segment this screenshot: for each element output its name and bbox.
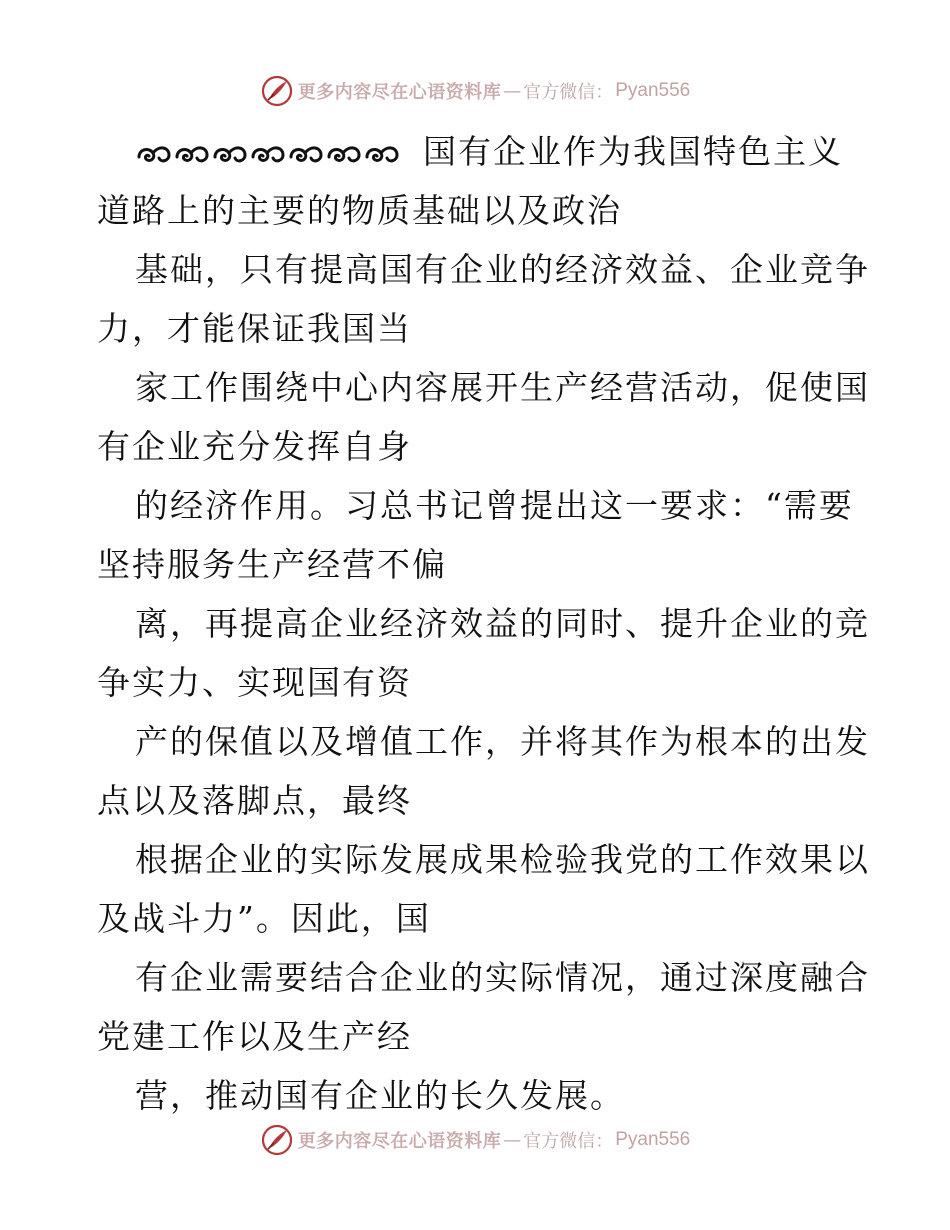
text-line-7: 的经济作用。习总书记曾提出这一要求：“需要 (135, 486, 854, 525)
text-line-14: 及战斗力”。因此，国 (97, 899, 431, 938)
scroll-flourish-icon (135, 141, 407, 167)
document-body (97, 122, 870, 1125)
header-banner-separator: — (503, 80, 522, 102)
text-line-17: 营，推动国有企业的长久发展。 (135, 1076, 625, 1115)
header-wechat-label: 官方微信： (523, 82, 614, 103)
text-line-9: 离，再提高企业经济效益的同时、提升企业的竞 (135, 604, 870, 643)
text-line-16: 党建工作以及生产经 (97, 1017, 412, 1056)
text-line-1 (97, 122, 867, 181)
quill-circle-logo-icon (260, 1123, 294, 1157)
footer-banner (0, 1120, 950, 1160)
text-line-4: 力，才能保证我国当 (97, 309, 412, 348)
text-line-3: 基础，只有提高国有企业的经济效益、企业竞争 (135, 250, 870, 289)
text-line-2: 道路上的主要的物质基础以及政治 (97, 191, 622, 230)
text-line-8: 坚持服务生产经营不偏 (97, 545, 447, 584)
text-line-10: 争实力、实现国有资 (97, 663, 412, 702)
header-banner-text: 更多内容尽在心语资料库 (297, 82, 502, 103)
footer-wechat-label: 官方微信： (523, 1131, 614, 1152)
footer-banner-separator: — (503, 1129, 522, 1151)
header-banner (0, 71, 950, 111)
footer-wechat-id: Pyan556 (615, 1129, 691, 1150)
footer-banner-text: 更多内容尽在心语资料库 (297, 1131, 502, 1152)
header-wechat-id: Pyan556 (615, 80, 691, 101)
quill-circle-logo-icon (260, 74, 294, 108)
text-line-6: 有企业充分发挥自身 (97, 427, 412, 466)
text-line-15: 有企业需要结合企业的实际情况，通过深度融合 (135, 958, 870, 997)
footer-banner-content (260, 1123, 691, 1157)
text-line-5: 家工作围绕中心内容展开生产经营活动，促使国 (135, 368, 870, 407)
text-line-11: 产的保值以及增值工作，并将其作为根本的出发 (135, 722, 870, 761)
text-line-13: 根据企业的实际发展成果检验我党的工作效果以 (135, 840, 870, 879)
text-line-1-content: 国有企业作为我国特色主义 (423, 132, 843, 171)
header-banner-content (260, 74, 691, 108)
text-line-12: 点以及落脚点，最终 (97, 781, 412, 820)
